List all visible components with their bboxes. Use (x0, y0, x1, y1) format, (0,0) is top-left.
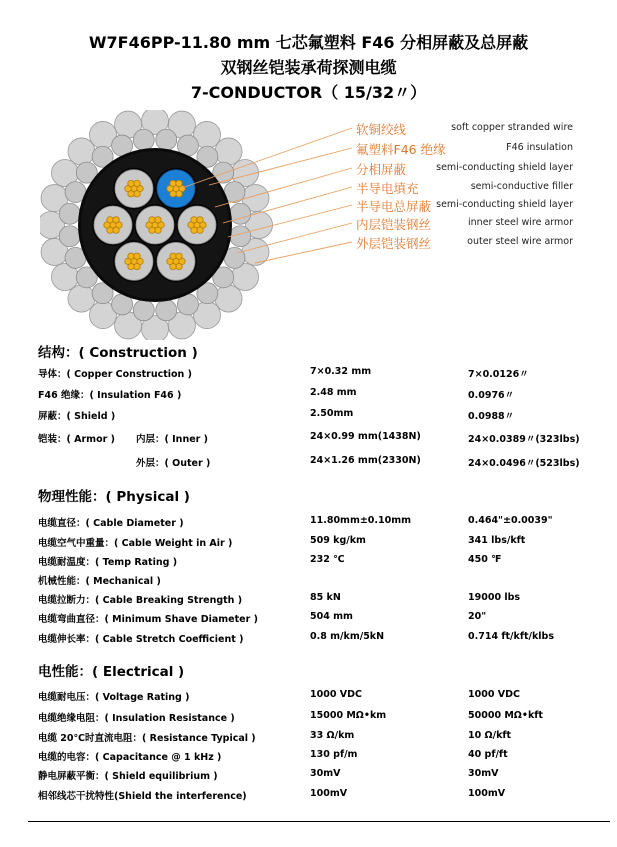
title-line-3: 7-CONDUCTOR（ 15/32〃） (190, 83, 427, 102)
outer-steel-wire (68, 138, 95, 165)
legend-label-en: semi-conducting shield layer (436, 162, 573, 173)
electrical-imperial: 50000 MΩ•kft (468, 710, 543, 721)
physical-row (38, 535, 598, 551)
construction-metric: 7×0.32 mm (310, 366, 372, 377)
physical-label: 电缆耐温度：( Temp Rating ) (38, 557, 178, 568)
inner-steel-wire (133, 300, 154, 321)
physical-row (38, 631, 598, 647)
copper-strand (107, 217, 113, 223)
inner-steel-wire (133, 129, 154, 150)
armor-label: 铠装：( Armor ) (38, 434, 115, 445)
legend-label-en: inner steel wire armor (468, 217, 573, 228)
physical-row (38, 573, 598, 589)
armor-inner-metric: 24×0.99 mm(1438N) (310, 431, 421, 442)
bottom-rule (28, 821, 610, 822)
electrical-row (38, 788, 598, 804)
physical-label: 电缆弯曲直径：( Minimum Shave Diameter ) (38, 614, 258, 625)
physical-metric: 504 mm (310, 611, 353, 622)
physical-metric: 0.8 m/km/5kN (310, 631, 385, 642)
legend-label-cn: 氟塑料F46 绝缘 (356, 142, 446, 157)
copper-strand (134, 191, 140, 197)
copper-strand (149, 217, 155, 223)
legend-label-cn: 软铜绞线 (356, 122, 407, 137)
armor-inner-row (38, 431, 598, 447)
copper-strand (197, 217, 203, 223)
electrical-label: 电缆绝缘电阻：( Insulation Resistance ) (38, 713, 235, 724)
physical-label: 电缆伸长率：( Cable Stretch Coefficient ) (38, 634, 244, 645)
construction-row (38, 408, 598, 424)
legend-label-en: semi-conductive filler (470, 181, 573, 192)
outer-steel-wire (215, 285, 242, 312)
construction-label: 屏蔽：( Shield ) (38, 411, 116, 422)
electrical-imperial: 1000 VDC (468, 689, 520, 700)
copper-strand (176, 180, 182, 186)
legend-label-cn: 分相屏蔽 (356, 162, 407, 177)
legend-label-en: soft copper stranded wire (451, 122, 573, 133)
title-line-2: 双钢丝铠装承荷探测电缆 (220, 58, 397, 77)
armor-outer-row (38, 455, 598, 471)
electrical-metric: 30mV (310, 768, 341, 779)
electrical-label: 静电屏蔽平衡：( Shield equilibrium ) (38, 771, 218, 782)
copper-strand (134, 253, 140, 259)
physical-imperial: 450 ℉ (468, 554, 502, 565)
physical-row (38, 592, 598, 608)
copper-strand (134, 263, 140, 269)
physical-row (38, 611, 598, 627)
physical-row (38, 515, 598, 531)
copper-strand (170, 253, 176, 259)
copper-strand (128, 180, 134, 186)
physical-metric: 85 kN (310, 592, 341, 603)
physical-label: 机械性能：( Mechanical ) (38, 576, 161, 587)
legend-label-cn: 内层铠装钢丝 (356, 217, 432, 232)
electrical-label: 电缆 20℃时直流电阻：( Resistance Typical ) (38, 733, 256, 744)
construction-imperial: 0.0976〃 (468, 390, 515, 401)
construction-label: F46 绝缘：( Insulation F46 ) (38, 390, 182, 401)
physical-imperial: 19000 lbs (468, 592, 521, 603)
armor-inner-imperial: 24×0.0389〃(323lbs) (468, 434, 580, 445)
inner-steel-wire (59, 203, 80, 224)
legend-label-cn: 外层铠装钢丝 (356, 236, 432, 251)
legend-label-en: F46 insulation (506, 142, 573, 153)
legend-label-cn: 半导电总屏蔽 (356, 199, 432, 214)
physical-row (38, 554, 598, 570)
armor-outer-label: 外层：( Outer ) (136, 458, 211, 469)
copper-strand (155, 217, 161, 223)
physical-metric: 232 ℃ (310, 554, 345, 565)
copper-strand (113, 217, 119, 223)
copper-strand (176, 191, 182, 197)
physical-metric: 11.80mm±0.10mm (310, 515, 412, 526)
inner-steel-wire (230, 203, 251, 224)
physical-imperial: 341 lbs/kft (468, 535, 526, 546)
copper-strand (113, 227, 119, 233)
legend-label-en: outer steel wire armor (467, 236, 573, 247)
electrical-metric: 100mV (310, 788, 348, 799)
electrical-label: 相邻线芯干扰特性(Shield the interference) (38, 791, 247, 802)
electrical-label: 电缆耐电压：( Voltage Rating ) (38, 692, 190, 703)
leader-line (255, 242, 352, 263)
electrical-heading: 电性能：( Electrical ) (38, 664, 185, 680)
physical-label: 电缆空气中重量：( Cable Weight in Air ) (38, 538, 233, 549)
physical-label: 电缆直径：( Cable Diameter ) (38, 518, 184, 529)
armor-outer-metric: 24×1.26 mm(2330N) (310, 455, 421, 466)
copper-strand (191, 217, 197, 223)
electrical-metric: 130 pf/m (310, 749, 358, 760)
inner-steel-wire (59, 226, 80, 247)
electrical-row (38, 768, 598, 784)
physical-heading: 物理性能：( Physical ) (38, 489, 190, 505)
legend-label-cn: 半导电填充 (356, 181, 419, 196)
construction-heading: 结构：( Construction ) (38, 345, 198, 361)
armor-outer-imperial: 24×0.0496〃(523lbs) (468, 458, 580, 469)
construction-label: 导体：( Copper Construction ) (38, 369, 192, 380)
electrical-imperial: 30mV (468, 768, 499, 779)
physical-label: 电缆拉断力：( Cable Breaking Strength ) (38, 595, 243, 606)
copper-strand (176, 253, 182, 259)
physical-metric: 509 kg/km (310, 535, 366, 546)
copper-strand (155, 227, 161, 233)
copper-strand (128, 253, 134, 259)
electrical-imperial: 100mV (468, 788, 506, 799)
outer-steel-wire (215, 138, 242, 165)
electrical-imperial: 10 Ω/kft (468, 730, 512, 741)
electrical-row (38, 749, 598, 765)
electrical-row (38, 689, 598, 705)
copper-strand (197, 227, 203, 233)
physical-imperial: 0.714 ft/kft/klbs (468, 631, 554, 642)
legend-label-en: semi-conducting shield layer (436, 199, 573, 210)
construction-row (38, 366, 598, 382)
copper-strand (176, 263, 182, 269)
construction-metric: 2.48 mm (310, 387, 357, 398)
construction-metric: 2.50mm (310, 408, 354, 419)
construction-imperial: 7×0.0126〃 (468, 369, 529, 380)
electrical-label: 电缆的电容：( Capacitance @ 1 kHz ) (38, 752, 222, 763)
electrical-metric: 15000 MΩ•km (310, 710, 387, 721)
armor-inner-label: 内层：( Inner ) (136, 434, 208, 445)
copper-strand (170, 180, 176, 186)
construction-imperial: 0.0988〃 (468, 411, 515, 422)
cable-cross-section (40, 110, 360, 340)
electrical-metric: 33 Ω/km (310, 730, 355, 741)
physical-imperial: 20" (468, 611, 487, 622)
inner-steel-wire (230, 226, 251, 247)
inner-steel-wire (156, 129, 177, 150)
electrical-row (38, 730, 598, 746)
copper-strand (134, 180, 140, 186)
electrical-row (38, 710, 598, 726)
construction-row (38, 387, 598, 403)
physical-imperial: 0.464"±0.0039" (468, 515, 553, 526)
electrical-imperial: 40 pf/ft (468, 749, 508, 760)
inner-steel-wire (156, 300, 177, 321)
electrical-metric: 1000 VDC (310, 689, 362, 700)
title-line-1: W7F46PP-11.80 mm 七芯氟塑料 F46 分相屏蔽及总屏蔽 (88, 33, 529, 52)
outer-steel-wire (68, 285, 95, 312)
